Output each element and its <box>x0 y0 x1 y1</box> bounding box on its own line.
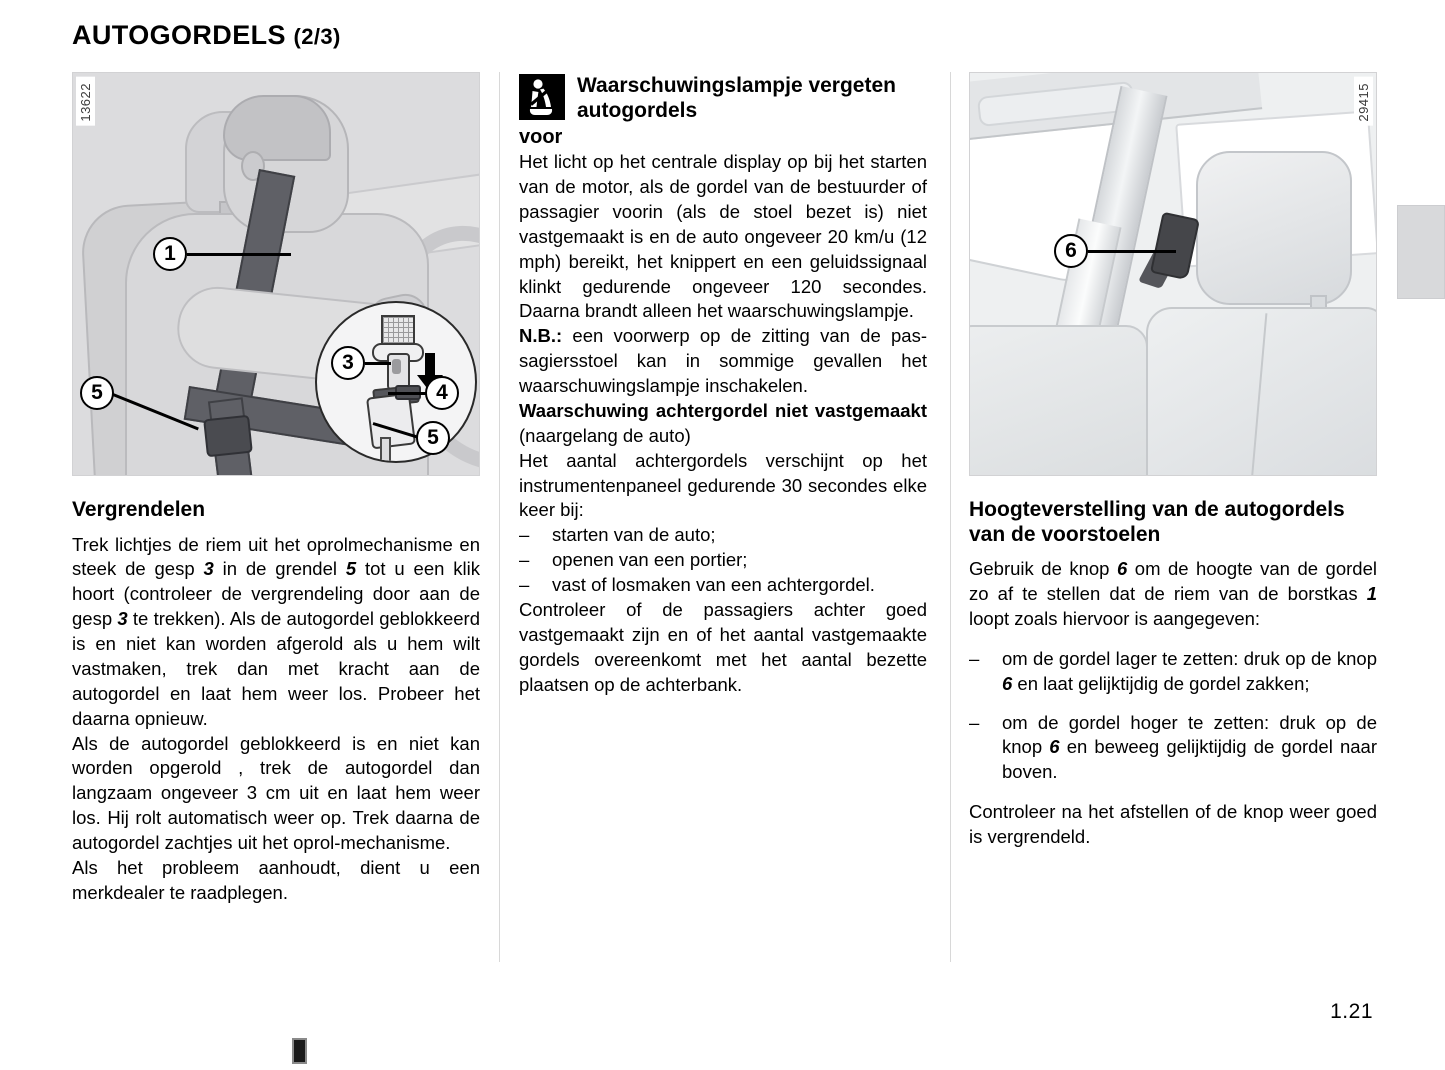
warning-light-title: Waarschuwingslampje vergeten autogordels <box>577 74 896 122</box>
warning-light-header <box>519 72 927 123</box>
ref-5a: 5 <box>345 558 357 580</box>
paragraph-rear-outro: Controleer of de passagiers achter goed vastgemaakt zijn en of het aantal vastgemaakte gordels overeenkomt met het aantal bezette plaatsen op de achterbank. <box>519 598 927 695</box>
page-title <box>72 20 341 51</box>
leader-line-3 <box>365 362 391 365</box>
figure-driver-seatbelt <box>72 72 480 476</box>
paragraph-locking-2: Als de autogordel geblokkeerd is en niet kan worden opgerold , trek de autogordel dan langzaam ongeveer 3 cm uit en laat hem weer los. Hij rolt automatisch weer op. Trek daarna de autogordel zachtjes uit het oprol-mechanisme. <box>72 732 480 854</box>
section-heading-height-adjustment: Hoogteverstelling van de autogordels van de voorstoelen <box>969 498 1345 546</box>
page-number: 1.21 <box>1330 1000 1373 1023</box>
figure-id-label: 29415 <box>1354 77 1373 126</box>
callout-6: 6 <box>1054 234 1088 268</box>
buckle-body-shape <box>366 393 416 450</box>
front-seatback-shape <box>1146 307 1377 476</box>
callout-5-left: 5 <box>80 376 114 410</box>
column-divider-2 <box>950 72 951 962</box>
nb-label: N.B.: <box>519 325 563 347</box>
ref-6b: 6 <box>1002 672 1013 694</box>
nb-text: een voorwerp op de zitting van de passagiersstoel kan in sommige gevallen het waarschuwingslampje inschakelen. <box>519 325 927 396</box>
belt-tongue-slot-shape <box>392 359 401 374</box>
list-item: – starten van de auto; <box>519 523 927 548</box>
front-headrest-shape <box>1196 151 1352 305</box>
section-heading-vergrendelen: Vergrendelen <box>72 498 206 521</box>
list-item: – om de gordel hoger te zetten: druk op de knop 6 en beweeg gelijktijdig de gordel naar boven. <box>969 711 1377 786</box>
leader-line-6 <box>1088 250 1176 253</box>
ref-6a: 6 <box>1116 558 1128 580</box>
figure-id-label: 13622 <box>76 77 95 126</box>
paragraph-nb <box>519 324 927 399</box>
rear-warning-list <box>519 523 927 598</box>
subheading-voor: voor <box>519 126 563 149</box>
list-item: – openen van een portier; <box>519 548 927 573</box>
paragraph-warning-front: Het licht op het centrale display op bij het starten van de motor, als de gordel van de bestuurder of passagier voorin (als de stoel bezet is) niet vastgemaakt is en de auto ongeveer 20 km/u (12 mph) bereikt, het knippert en een geluidssignaal klinkt gedurende ongeveer 120 secondes. Daarna brandt alleen het waarschuwingslampje. <box>519 151 927 322</box>
ref-6c: 6 <box>1049 736 1060 758</box>
leader-line-1 <box>187 253 291 256</box>
list-item: – vast of losmaken van een achtergordel. <box>519 573 927 598</box>
driver-hair-shape <box>223 95 331 161</box>
callout-5-detail: 5 <box>416 421 450 455</box>
right-column <box>969 72 1377 850</box>
buckle-strap-shape <box>380 437 391 463</box>
paragraph-locking-1: Trek lichtjes de riem uit het oprolmechanisme en steek de gesp 3 in de grendel 5 tot u een klik hoort (controleer de vergrendeling door aan de gesp 3 te trekken). Als de autogordel geblokkeerd is en niet kan worden afgerold als u hem wilt vastmaken, trek dan met kracht aan de autogordel en laat hem weer los. Probeer het daarna opnieuw. <box>72 533 480 729</box>
paragraph-height-outro: Controleer na het afstellen of de knop weer goed is vergrendeld. <box>969 801 1377 847</box>
callout-4: 4 <box>425 376 459 410</box>
seatbelt-warning-icon <box>519 74 565 120</box>
height-adjust-list <box>969 647 1377 785</box>
belt-latch-shape <box>203 415 253 458</box>
paragraph-rear-intro: Het aantal achtergordels verschijnt op het instrumentenpaneel gedurende 30 secondes elke keer bij: <box>519 449 927 521</box>
page-title-main: AUTOGORDELS <box>72 20 286 50</box>
page-title-subsection: (2/3) <box>293 24 341 49</box>
paragraph-height-intro: Gebruik de knop 6 om de hoogte van de gordel zo af te stellen dat de riem van de borstkas 1 loopt zoals hiervoor is aangegeven: <box>969 558 1377 629</box>
leader-line-4 <box>388 392 428 395</box>
ref-1a: 1 <box>1366 583 1377 604</box>
rear-warning-heading-bold: Waarschuwing achtergordel niet vastgemaakt <box>519 399 927 421</box>
print-registration-marker <box>292 1038 307 1064</box>
rear-seat-shape <box>969 325 1148 476</box>
ref-3b: 3 <box>117 608 128 630</box>
list-item: – om de gordel lager te zetten: druk op de knop 6 en laat gelijktijdig de gordel zakken; <box>969 647 1377 697</box>
callout-1: 1 <box>153 237 187 271</box>
left-column <box>72 72 480 906</box>
rear-warning-heading-normal: (naargelang de auto) <box>519 424 691 446</box>
heading-rear-belt-warning <box>519 399 927 449</box>
figure-belt-height-adjuster <box>969 72 1377 476</box>
column-divider-1 <box>499 72 500 962</box>
belt-height-adjuster-knob-shape <box>1150 212 1200 281</box>
paragraph-locking-3: Als het probleem aanhoudt, dient u een merkdealer te raadplegen. <box>72 856 480 903</box>
callout-3: 3 <box>331 346 365 380</box>
chapter-edge-tab <box>1397 205 1445 299</box>
middle-column <box>519 72 927 697</box>
ref-3a: 3 <box>203 558 214 580</box>
